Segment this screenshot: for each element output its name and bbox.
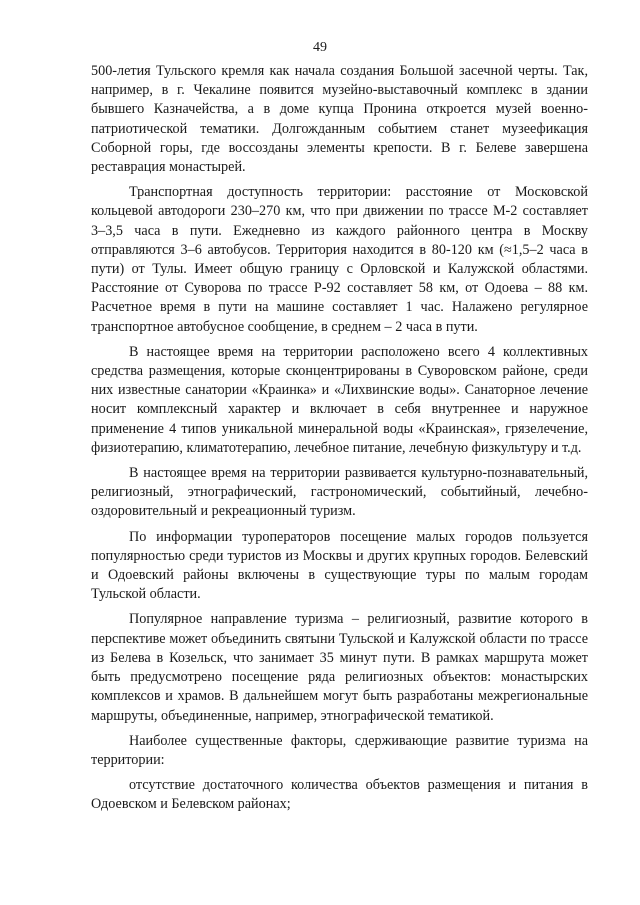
body-text — [91, 62, 588, 821]
paragraph-continuation: 500-летия Тульского кремля как начала создания Большой засечной черты. Так, например, в г. Чекалине появится музейно-выставочный комплекс в здании бывшего Казначейства, а в доме купца Пронина откроется музей военно-патриотической тематики. Долгожданным событием станет музеефикация Соборной горы, где воссозданы элементы крепости. В г. Белеве завершена реставрация монастырей. — [91, 63, 588, 176]
paragraph-constraint-item: отсутствие достаточного количества объектов размещения и питания в Одоевском и Белевском районах; — [91, 777, 588, 813]
paragraph-transport: Транспортная доступность территории: расстояние от Московской кольцевой автодороги 230–270 км, что при движении по трассе М-2 составляет 3–3,5 часа в пути. Ежедневно из каждого районного центра в Москву отправляются 3–6 автобусов. Территория находится в 80-120 км (≈1,5–2 часа в пути) от Тулы. Имеет общую границу с Орловской и Калужской областями. Расстояние от Суворова по трассе Р-92 составляет 58 км, от Одоева – 88 км. Расчетное время в пути на машине составляет 1 час. Налажено регулярное транспортное автобусное сообщение, в среднем – 2 часа в пути. — [91, 184, 588, 335]
paragraph-tourism-types: В настоящее время на территории развивается культурно-познавательный, религиозный, этнографический, гастрономический, событийный, лечебно-оздоровительный и рекреационный туризм. — [91, 465, 588, 520]
page-number: 49 — [313, 40, 327, 55]
paragraph-accommodation: В настоящее время на территории расположено всего 4 коллективных средства размещения, которые сконцентрированы в Суворовском районе, среди них известные санатории «Краинка» и «Лихвинские воды». Санаторное лечение носит комплексный характер и включает в себя внутреннее и наружное применение 4 типов уникальной минеральной воды «Краинская», грязелечение, физиотерапию, климатотерапию, лечебное питание, лечебную физкультуру и т.д. — [91, 343, 588, 456]
paragraph-religious-tourism: Популярное направление туризма – религиозный, развитие которого в перспективе может объединить святыни Тульской и Калужской области по трассе из Белева в Козельск, что занимает 35 минут пути. В рамках маршрута может быть предусмотрено посещение ряда религиозных объектов: монастырских комплексов и храмов. В дальнейшем могут быть разработаны межрегиональные маршруты, объединенные, например, этнографической тематикой. — [91, 611, 588, 724]
paragraph-small-towns: По информации туроператоров посещение малых городов пользуется популярностью среди туристов из Москвы и других крупных городов. Белевский и Одоевский районы включены в существующие туры по малым городам Тульской области. — [91, 528, 588, 603]
paragraph-constraints-intro: Наиболее существенные факторы, сдерживающие развитие туризма на территории: — [91, 732, 588, 768]
